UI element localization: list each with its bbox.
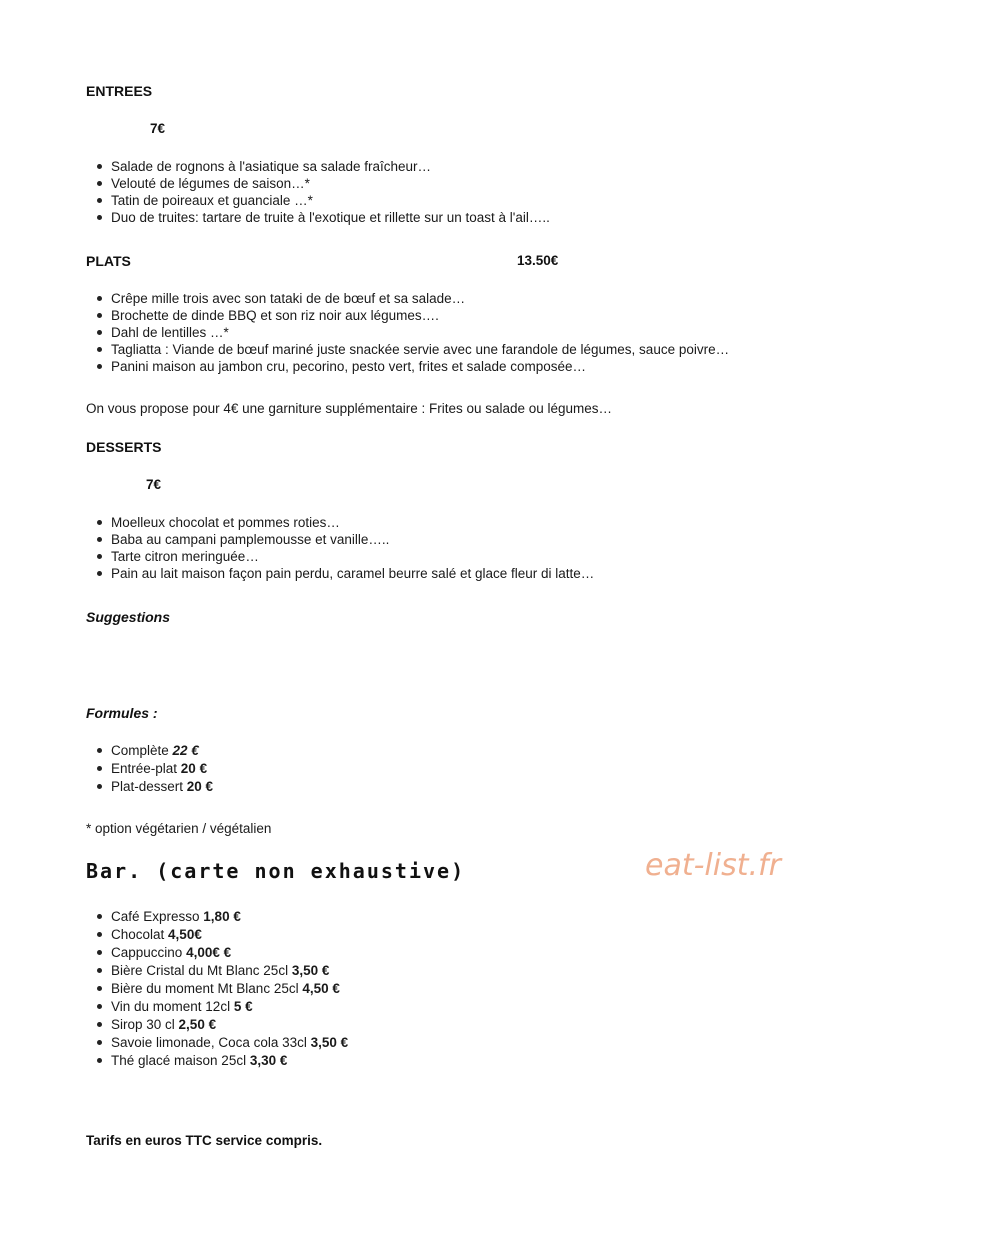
item-label: Bière Cristal du Mt Blanc 25cl <box>111 963 292 978</box>
item-label: Café Expresso <box>111 909 204 924</box>
item-price: 22 € <box>172 743 199 758</box>
list-item: Salade de rognons à l'asiatique sa salade fraîcheur… <box>86 158 550 175</box>
list-item: Crêpe mille trois avec son tataki de de bœuf et sa salade… <box>86 290 729 307</box>
list-item: Moelleux chocolat et pommes roties… <box>86 514 594 531</box>
list-item <box>86 742 213 760</box>
list-item <box>86 980 348 998</box>
item-label: Vin du moment 12cl <box>111 999 234 1014</box>
item-price: 3,50 € <box>291 963 330 978</box>
desserts-heading: DESSERTS <box>86 439 162 455</box>
desserts-price: 7€ <box>146 477 162 492</box>
desserts-list <box>86 514 594 582</box>
plats-heading: PLATS <box>86 253 131 269</box>
formules-list <box>86 742 213 796</box>
item-label: Bière du moment Mt Blanc 25cl <box>111 981 303 996</box>
item-price: 3,30 € <box>249 1053 288 1068</box>
item-label: Complète <box>111 743 173 758</box>
list-item <box>86 962 348 980</box>
list-item <box>86 926 348 944</box>
list-item: Dahl de lentilles …* <box>86 324 729 341</box>
entrees-price: 7€ <box>150 121 166 136</box>
list-item: Baba au campani pamplemousse et vanille….. <box>86 531 594 548</box>
list-item: Panini maison au jambon cru, pecorino, pesto vert, frites et salade composée… <box>86 358 729 375</box>
list-item <box>86 1016 348 1034</box>
item-price: 4,00€ € <box>186 945 232 960</box>
plats-price: 13.50€ <box>517 253 559 268</box>
item-label: Sirop 30 cl <box>111 1017 179 1032</box>
item-price: 20 € <box>186 779 214 794</box>
item-price: 3,50 € <box>310 1035 349 1050</box>
list-item: Brochette de dinde BBQ et son riz noir aux légumes…. <box>86 307 729 324</box>
list-item <box>86 760 213 778</box>
vegetarian-note: * option végétarien / végétalien <box>86 821 272 836</box>
list-item <box>86 944 348 962</box>
list-item <box>86 998 348 1016</box>
list-item <box>86 1052 348 1070</box>
list-item: Velouté de légumes de saison…* <box>86 175 550 192</box>
entrees-list <box>86 158 550 226</box>
list-item: Tagliatta : Viande de bœuf mariné juste snackée servie avec une farandole de légumes, sauce poivre… <box>86 341 729 358</box>
list-item <box>86 908 348 926</box>
footer-note: Tarifs en euros TTC service compris. <box>86 1133 323 1148</box>
item-label: Savoie limonade, Coca cola 33cl <box>111 1035 311 1050</box>
list-item: Pain au lait maison façon pain perdu, caramel beurre salé et glace fleur di latte… <box>86 565 594 582</box>
watermark: eat-list.fr <box>645 848 781 883</box>
list-item <box>86 778 213 796</box>
formules-heading: Formules : <box>86 705 158 721</box>
garniture-note: On vous propose pour 4€ une garniture supplémentaire : Frites ou salade ou légumes… <box>86 401 613 416</box>
item-price: 5 € <box>233 999 253 1014</box>
item-label: Entrée-plat <box>111 761 181 776</box>
item-label: Plat-dessert <box>111 779 187 794</box>
bar-title: Bar. (carte non exhaustive) <box>86 859 466 883</box>
list-item: Tarte citron meringuée… <box>86 548 594 565</box>
bar-list <box>86 908 348 1070</box>
item-label: Thé glacé maison 25cl <box>111 1053 250 1068</box>
list-item: Tatin de poireaux et guanciale …* <box>86 192 550 209</box>
suggestions-heading: Suggestions <box>86 609 171 625</box>
item-label: Chocolat <box>111 927 169 942</box>
item-price: 1,80 € <box>203 909 241 924</box>
list-item: Duo de truites: tartare de truite à l'exotique et rillette sur un toast à l'ail….. <box>86 209 550 226</box>
plats-list <box>86 290 729 375</box>
list-item <box>86 1034 348 1052</box>
item-price: 4,50€ <box>168 927 202 942</box>
entrees-heading: ENTREES <box>86 83 153 99</box>
item-price: 2,50 € <box>178 1017 217 1032</box>
item-price: 20 € <box>180 761 208 776</box>
item-price: 4,50 € <box>302 981 340 996</box>
item-label: Cappuccino <box>111 945 187 960</box>
